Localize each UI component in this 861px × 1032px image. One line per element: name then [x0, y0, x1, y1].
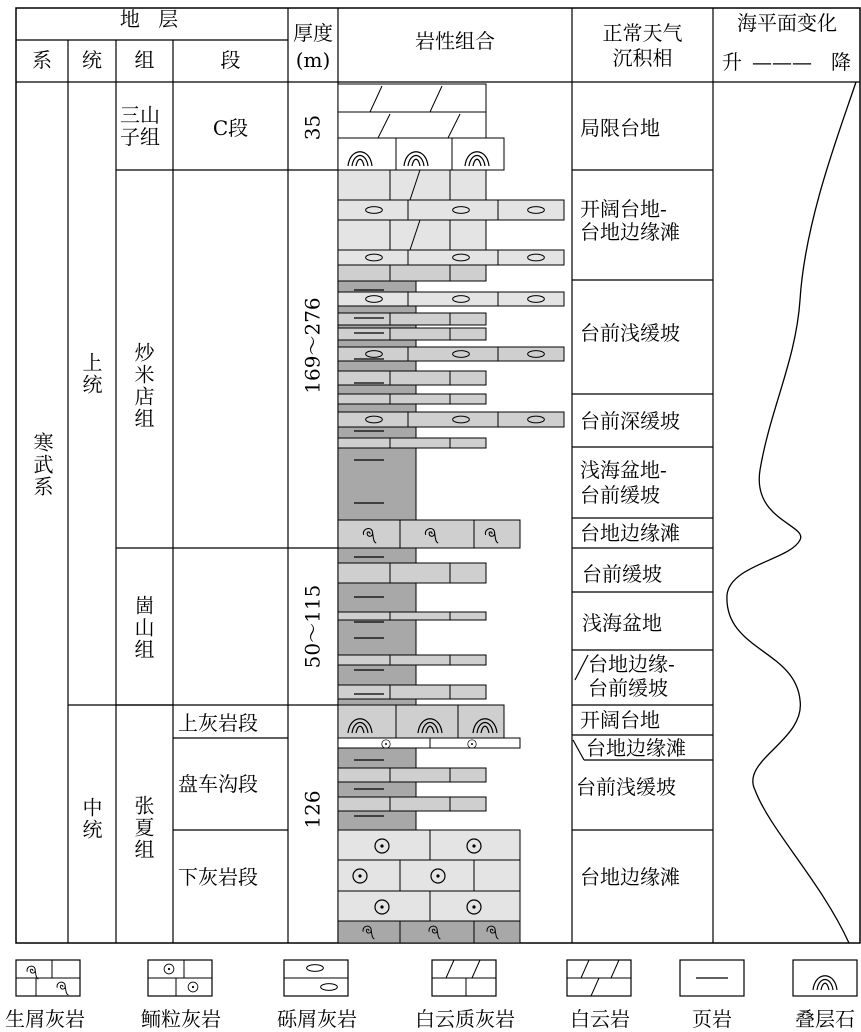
facies-fore-ramp-2: 台前缓坡	[582, 562, 662, 586]
series-upper: 上统	[79, 352, 103, 396]
bed-limestone	[338, 685, 486, 699]
bed-stromatolite	[338, 705, 504, 738]
bed-limestone	[338, 328, 486, 340]
legend-label-oolitic: 鲕粒灰岩	[141, 1007, 221, 1031]
bed-bioclastic	[338, 921, 520, 943]
thickness-gushan: 50～115	[300, 584, 325, 669]
header-member: 段	[220, 48, 241, 72]
header-dash: ———	[752, 50, 812, 74]
legend-label-shale: 页岩	[692, 1007, 732, 1031]
bed-stromatolite	[338, 138, 504, 170]
bed-oolitic	[338, 860, 520, 891]
legend-label-intraclast: 砾屑灰岩	[277, 1007, 357, 1031]
legend-label-stromatolite: 叠层石	[795, 1007, 855, 1031]
facies-shallow-ramp: 台前浅缓坡	[580, 321, 680, 345]
bed-limestone	[338, 313, 486, 325]
facies-fore-ramp: 台前缓坡	[580, 483, 660, 507]
series-middle: 中统	[79, 797, 103, 841]
bed-limestone	[338, 394, 486, 404]
bed-dolomite	[338, 84, 486, 112]
bed-limestone	[338, 797, 486, 811]
facies-margin-shoal-2: 台地边缘滩	[580, 521, 680, 545]
bed-oolitic	[338, 830, 520, 861]
facies-open-platform: 开阔台地-	[580, 197, 667, 221]
legend-label-dolomite: 白云岩	[570, 1007, 630, 1031]
member-c: C段	[212, 116, 249, 140]
facies-margin-shoal-4: 台地边缘滩	[580, 865, 680, 889]
bed-intraclast	[338, 412, 564, 427]
facies-shallow-basin: 浅海盆地-	[580, 458, 667, 482]
thickness-zhangxia: 126	[300, 790, 325, 829]
facies-shallow-basin-2: 浅海盆地	[582, 611, 662, 635]
thickness-chaomidian: 169～276	[300, 297, 325, 394]
facies-restricted-platform: 局限台地	[580, 116, 660, 140]
formation-zhangxia: 张夏组	[131, 795, 155, 861]
facies-slash	[575, 655, 588, 680]
header-sea-level: 海平面变化	[737, 11, 837, 35]
bed-intraclast	[338, 250, 564, 265]
member-panchegou: 盘车沟段	[178, 772, 258, 796]
bed-intraclast	[338, 200, 564, 220]
bed-limestone	[338, 563, 486, 583]
sea-level-curve	[727, 82, 856, 943]
bed-limestone	[338, 265, 486, 281]
legend-label-bioclastic: 生屑灰岩	[5, 1007, 85, 1031]
header-system: 系	[32, 48, 52, 72]
facies-deep-ramp: 台前深缓坡	[580, 409, 680, 433]
bed-oolitic-thin	[338, 738, 520, 748]
facies-margin-shoal-3: 台地边缘滩	[586, 736, 686, 760]
bed-limestone	[338, 655, 486, 665]
facies-margin-ramp: 台地边缘-	[588, 652, 675, 676]
stromatolite-icon	[793, 960, 857, 996]
bed-dolomite	[338, 112, 486, 138]
formation-sanshanzi: 三山子组	[120, 103, 160, 149]
member-lower-limestone: 下灰岩段	[178, 865, 258, 889]
header-thickness-unit: (m)	[295, 48, 331, 72]
formation-gushan: 崮山组	[131, 595, 155, 661]
legend-label-dolomitic: 白云质灰岩	[415, 1007, 515, 1031]
facies-open-platform-2: 开阔台地	[580, 708, 660, 732]
formation-chaomidian: 炒米店组	[131, 342, 155, 430]
header-formation: 组	[134, 48, 155, 72]
bed-limestone	[338, 438, 486, 448]
bed-limestone	[338, 612, 486, 620]
facies-fore-ramp-3: 台前缓坡	[588, 676, 668, 700]
header-rise: 升	[722, 50, 742, 74]
facies-slash	[573, 740, 584, 760]
facies-shallow-ramp-2: 台前浅缓坡	[576, 775, 676, 799]
bed-limestone	[338, 768, 486, 782]
header-fall: 降	[831, 50, 851, 74]
bed-intraclast	[338, 292, 564, 306]
header-series: 统	[82, 48, 102, 72]
bed-oolitic	[338, 891, 520, 921]
member-upper-limestone: 上灰岩段	[178, 711, 258, 735]
header-strata: 地 层	[119, 7, 185, 31]
header-facies-line2: 沉积相	[612, 46, 673, 70]
header-thickness: 厚度	[293, 21, 333, 45]
header-lithology: 岩性组合	[415, 29, 495, 53]
facies-platform-margin-shoal: 台地边缘滩	[580, 220, 680, 244]
system-cambrian: 寒武系	[30, 432, 54, 498]
thickness-sanshanzi: 35	[300, 114, 325, 141]
header-facies-line1: 正常天气	[602, 21, 683, 45]
